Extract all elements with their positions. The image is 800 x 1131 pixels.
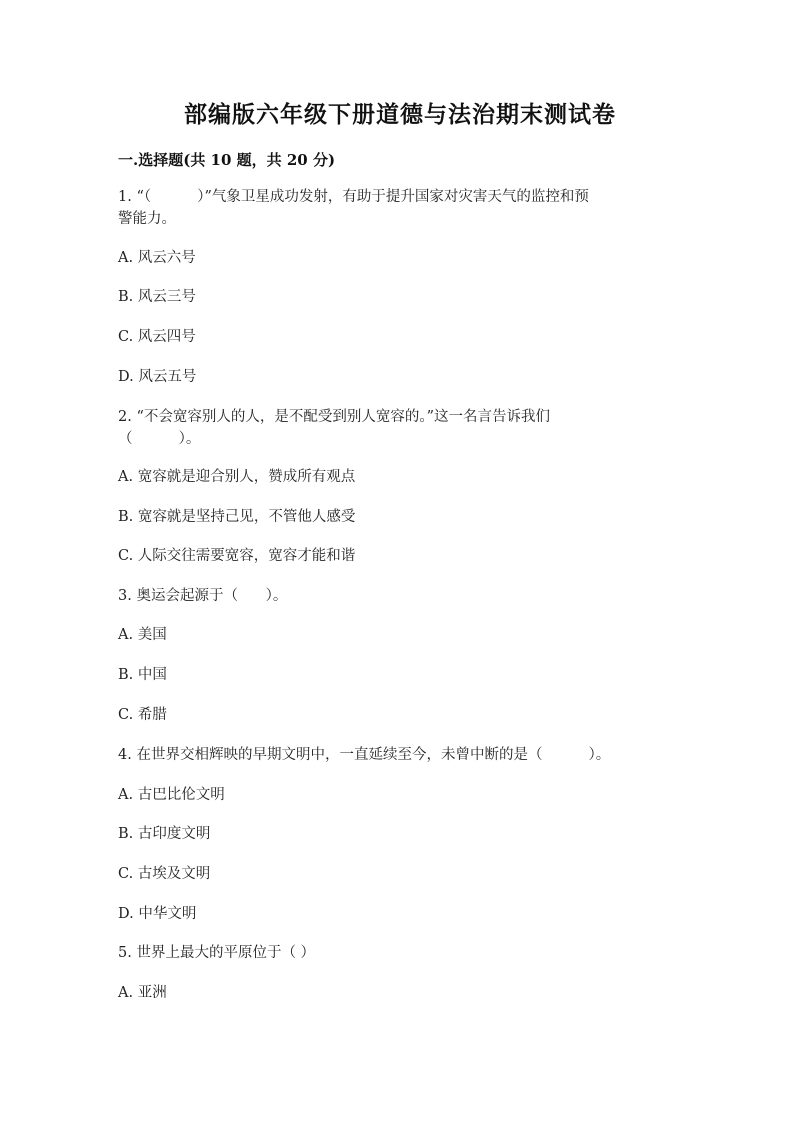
question-5-stem-line-1: 5. 世界上最大的平原位于（ ） [118, 945, 316, 961]
question-1-option-c[interactable]: C. 风云四号 [118, 329, 196, 345]
question-4-option-c[interactable]: C. 古埃及文明 [118, 866, 211, 882]
page-title: 部编版六年级下册道德与法治期末测试卷 [184, 101, 616, 128]
question-2-stem-line-2: （ ）。 [118, 431, 201, 447]
question-3-stem-line-1: 3. 奥运会起源于（ ）。 [118, 588, 288, 604]
question-3-option-a[interactable]: A. 美国 [118, 627, 167, 643]
question-1-stem-line-1: 1. “（ ）”气象卫星成功发射，有助于提升国家对灾害天气的监控和预 [118, 189, 589, 205]
question-4-option-a[interactable]: A. 古巴比伦文明 [118, 787, 225, 803]
section-heading: 一.选择题(共 10 题，共 20 分) [118, 151, 336, 169]
question-4-stem-line-1: 4. 在世界交相辉映的早期文明中，一直延续至今，未曾中断的是（ ）。 [118, 747, 611, 763]
question-1-option-b[interactable]: B. 风云三号 [118, 289, 196, 305]
question-1-option-a[interactable]: A. 风云六号 [118, 250, 196, 266]
question-2-option-a[interactable]: A. 宽容就是迎合别人，赞成所有观点 [118, 469, 356, 485]
question-2-stem-line-1: 2. “不会宽容别人的人，是不配受到别人宽容的。”这一名言告诉我们 [118, 409, 551, 425]
question-4-option-b[interactable]: B. 古印度文明 [118, 826, 211, 842]
question-1-option-d[interactable]: D. 风云五号 [118, 369, 197, 385]
question-2-option-c[interactable]: C. 人际交往需要宽容，宽容才能和谐 [118, 548, 356, 564]
question-5-option-a[interactable]: A. 亚洲 [118, 985, 167, 1001]
question-2-option-b[interactable]: B. 宽容就是坚持己见，不管他人感受 [118, 509, 356, 525]
question-3-option-c[interactable]: C. 希腊 [118, 707, 167, 723]
question-4-option-d[interactable]: D. 中华文明 [118, 906, 197, 922]
question-3-option-b[interactable]: B. 中国 [118, 667, 167, 683]
question-1-stem-line-2: 警能力。 [118, 211, 176, 227]
